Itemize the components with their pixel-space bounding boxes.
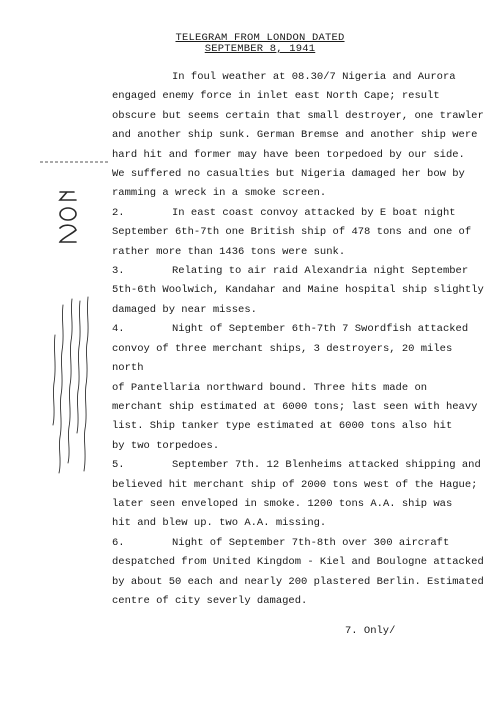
para4-line6: by two torpedoes.: [112, 439, 220, 452]
para1-line6: We suffered no casualties but Nigeria damaged her bow by: [112, 168, 465, 181]
para5-line1: September 7th. 12 Blenheims attacked shipping and: [172, 459, 481, 472]
para2-line2: September 6th-7th one British ship of 478 tons and one of: [112, 226, 472, 239]
para5-line4: hit and blew up. two A.A. missing.: [112, 517, 327, 530]
para1-line7: ramming a wreck in a smoke screen.: [112, 187, 327, 200]
para2-number: 2.: [112, 206, 125, 219]
paragraph-2: [112, 204, 484, 262]
paragraph-4: [112, 320, 484, 456]
para4-line2: convoy of three merchant ships, 3 destroyers, 20 miles north: [112, 342, 453, 375]
para6-number: 6.: [112, 536, 125, 549]
para1-line5: hard hit and former may have been torpedoed by our side.: [112, 148, 465, 161]
handwritten-margin-note: [50, 295, 94, 475]
para3-line2: 5th-6th Woolwich, Kandahar and Maine hospital ship slightly: [112, 284, 484, 297]
para4-number: 4.: [112, 323, 125, 336]
para4-line1: Night of September 6th-7th 7 Swordfish attacked: [172, 323, 469, 336]
paragraph-1: [112, 68, 484, 204]
para1-line3: obscure but seems certain that small destroyer, one trawler: [112, 109, 484, 122]
para4-line3: of Pantellaria northward bound. Three hits made on: [112, 381, 428, 394]
para5-line2: believed hit merchant ship of 2000 tons west of the Hague;: [112, 478, 478, 491]
para6-line1: Night of September 7th-8th over 300 aircraft: [172, 536, 450, 549]
para3-line3: damaged by near misses.: [112, 303, 257, 316]
para5-number: 5.: [112, 459, 125, 472]
para6-line3: by about 50 each and nearly 200 plastered Berlin. Estimated: [112, 575, 484, 588]
heading-title: TELEGRAM FROM LONDON DATED: [175, 32, 345, 44]
para6-line4: centre of city severly damaged.: [112, 594, 308, 607]
para4-line5: list. Ship tanker type estimated at 6000 tons also hit: [112, 420, 453, 433]
para4-line4: merchant ship estimated at 6000 tons; last seen with heavy: [112, 400, 478, 413]
heading-date: SEPTEMBER 8, 1941: [204, 43, 316, 55]
telegram-heading: [140, 33, 380, 55]
continuation-mark: 7. Only/: [345, 625, 396, 637]
para1-line4: and another ship sunk. German Bremse and another ship were: [112, 129, 478, 142]
telegram-body: [112, 68, 484, 611]
para3-line1: Relating to air raid Alexandria night September: [172, 265, 469, 278]
para2-line3: rather more than 1436 tons were sunk.: [112, 245, 346, 258]
paragraph-5: [112, 456, 484, 534]
handwritten-page-number: [56, 186, 82, 246]
para3-number: 3.: [112, 265, 125, 278]
paragraph-6: [112, 534, 484, 612]
paragraph-3: [112, 262, 484, 320]
para2-line1: In east coast convoy attacked by E boat night: [172, 206, 456, 219]
para1-line1: In foul weather at 08.30/7 Nigeria and Aurora: [172, 71, 456, 83]
para5-line3: later seen enveloped in smoke. 1200 tons A.A. ship was: [112, 497, 453, 510]
para1-line2: engaged enemy force in inlet east North Cape; result: [112, 90, 440, 103]
margin-dash-line: [40, 160, 110, 164]
para6-line2: despatched from United Kingdom - Kiel and Boulogne attacked: [112, 556, 484, 569]
